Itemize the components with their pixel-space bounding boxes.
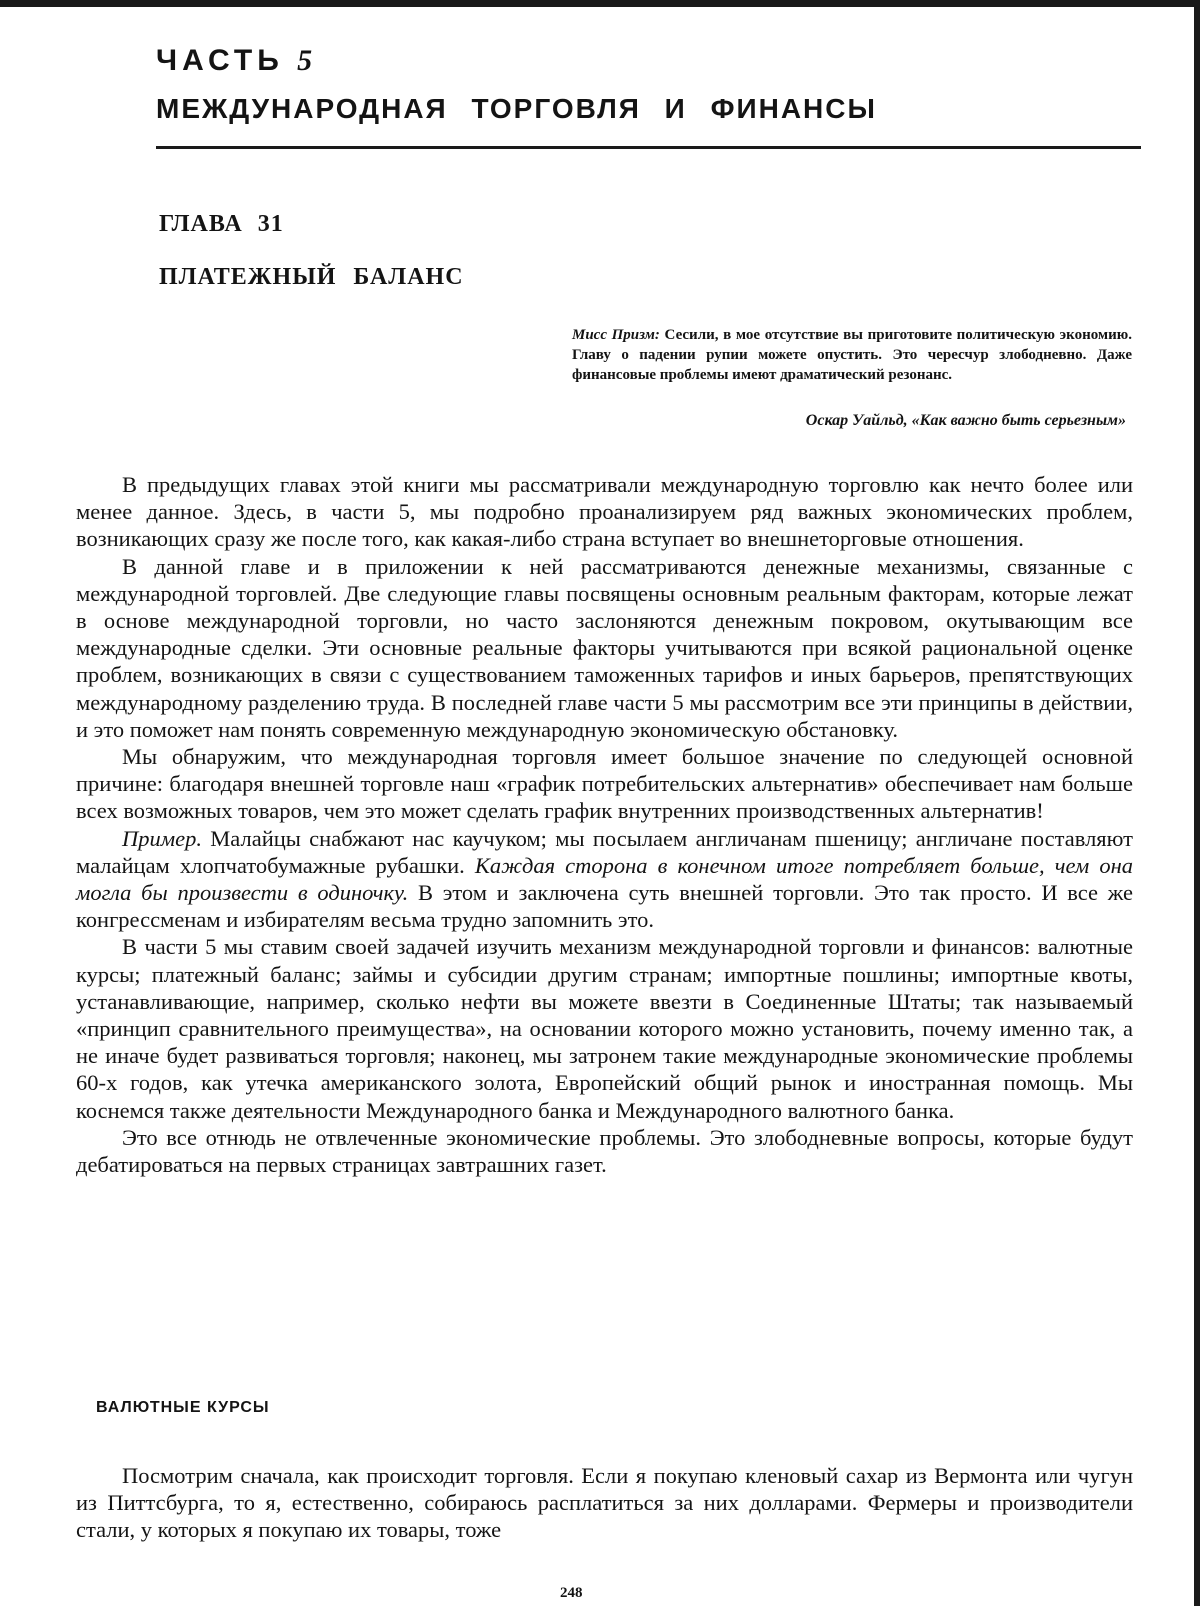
epigraph-speaker: Мисс Призм: bbox=[572, 327, 660, 343]
paragraph-text: Малайцы снабжают нас каучуком; мы посылаем англичанам пшеницу; англичане поставляют малайцам хлопчатобумажные рубашки. bbox=[76, 825, 1133, 878]
paragraph bbox=[76, 825, 1133, 934]
paragraph-lead: Пример. bbox=[122, 825, 202, 851]
section-heading: ВАЛЮТНЫЕ КУРСЫ bbox=[96, 1399, 270, 1416]
paragraph: Это все отнюдь не отвлеченные экономические проблемы. Это злободневные вопросы, которые будут дебатироваться на первых страницах завтрашних газет. bbox=[76, 1124, 1133, 1178]
epigraph-source: Оскар Уайльд, «Как важно быть серьезным» bbox=[805, 412, 1126, 429]
part-title: МЕЖДУНАРОДНАЯ ТОРГОВЛЯ И ФИНАНСЫ bbox=[156, 93, 877, 124]
part-number: 5 bbox=[297, 44, 313, 77]
page-number: 248 bbox=[560, 1585, 583, 1601]
epigraph bbox=[572, 325, 1132, 385]
paragraph: Посмотрим сначала, как происходит торговля. Если я покупаю кленовый сахар из Вермонта или чугун из Питтсбурга, то я, естественно, собираюсь расплатиться за них долларами. Фермеры и производители стали, у которых я покупаю их товары, тоже bbox=[76, 1463, 1133, 1543]
part-label-text: ЧАСТЬ bbox=[156, 44, 284, 77]
paragraph-text: В этом и заключена суть внешней торговли. Это так просто. И все же конгрессменам и избирателям весьма трудно запомнить это. bbox=[76, 880, 1134, 933]
paragraph: В данной главе и в приложении к ней рассматриваются денежные механизмы, связанные с международной торговлей. Две следующие главы посвящены основным реальным факторам, которые лежат в основе международной торговли, но часто заслоняются денежным покровом, окутывающим все международные сделки. Эти основные реальные факторы учитываются при всякой рациональной оценке проблем, возникающих в связи с существованием таможенных тарифов и иных барьеров, препятствующих международному разделению труда. В последней главе части 5 мы рассмотрим все эти принципы в действии, и это поможет нам понять современную международную экономическую обстановку. bbox=[76, 553, 1133, 742]
section-body bbox=[76, 1462, 1133, 1544]
chapter-number: ГЛАВА 31 bbox=[159, 211, 284, 237]
chapter-title: ПЛАТЕЖНЫЙ БАЛАНС bbox=[159, 264, 464, 290]
part-divider-rule bbox=[156, 146, 1141, 149]
paragraph-emphasis: Каждая сторона в конечном итоге потребляет больше, чем она могла бы произвести в одиночку. bbox=[76, 852, 1133, 906]
paragraph: В предыдущих главах этой книги мы рассматривали международную торговлю как нечто более или менее данное. Здесь, в части 5, мы подробно проанализируем ряд важных экономических проблем, возникающих сразу же после того, как какая-либо страна вступает во внешнеторговые отношения. bbox=[76, 472, 1133, 552]
paragraph: Мы обнаружим, что международная торговля имеет большое значение по следующей основной причине: благодаря внешней торговле наш «график потребительских альтернатив» обеспечивает нам больше всех возможных товаров, чем это может сделать график внутренних производственных альтернатив! bbox=[76, 744, 1133, 824]
epigraph-text: Сесили, в мое отсутствие вы приготовите политическую экономию. Главу о падении рупии можете опустить. Это чересчур злободневно. Даже финансовые проблемы имеют драматический резонанс. bbox=[572, 327, 1133, 383]
part-label bbox=[156, 41, 1141, 81]
chapter-body bbox=[76, 471, 1133, 1178]
part-header bbox=[156, 41, 1141, 129]
paragraph: В части 5 мы ставим своей задачей изучить механизм международной торговли и финансов: валютные курсы; платежный баланс; займы и субсидии другим странам; импортные пошлины; импортные квоты, устанавливающие, например, сколько нефти вы можете ввезти в Соединенные Штаты; так называемый «принцип сравнительного преимущества», на основании которого можно установить, почему именно так, а не иначе будет развиваться торговля; наконец, мы затронем такие международные экономические проблемы 60-х годов, как утечка американского золота, Европейский общий рынок и иностранная помощь. Мы коснемся также деятельности Международного банка и Международного валютного банка. bbox=[76, 934, 1133, 1123]
